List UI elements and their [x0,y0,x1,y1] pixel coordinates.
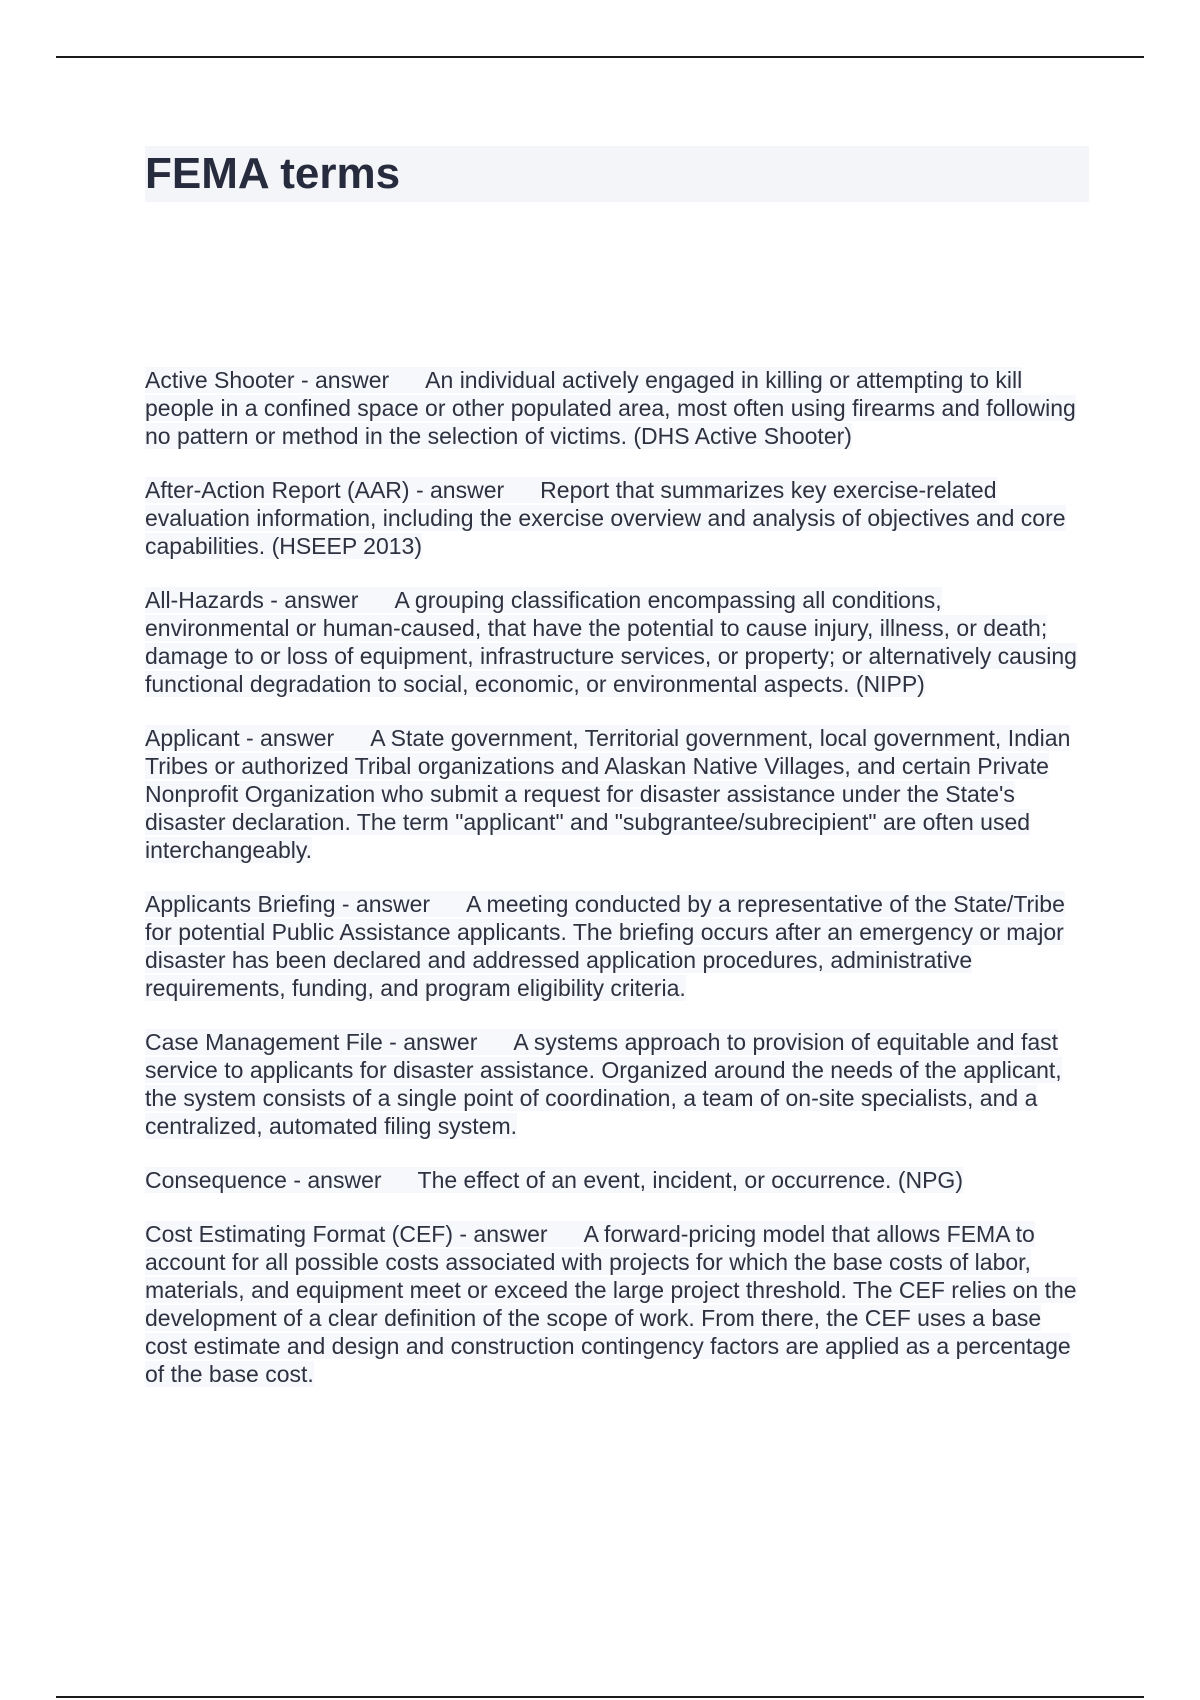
glossary-entry [145,476,1089,560]
entry-term: Applicant - answer [145,725,335,751]
entry-term: Cost Estimating Format (CEF) - answer [145,1221,548,1247]
entry-definition: An individual actively engaged in killing or attempting to kill people in a confined space or other populated area, most often using firearms and following no pattern or method in the selection of victims. (DHS Active Shooter) [145,367,1076,449]
glossary-entry [145,586,1089,698]
page-title: FEMA terms [145,149,401,198]
glossary-entry [145,1166,1089,1194]
glossary-entry [145,1220,1089,1388]
entry-definition: A systems approach to provision of equitable and fast service to applicants for disaster assistance. Organized around the needs of the applicant, the system consists of a single point of coordination, a team of on-site specialists, and a centralized, automated filing system. [145,1029,1062,1139]
entry-term: After-Action Report (AAR) - answer [145,477,505,503]
glossary-entry [145,1028,1089,1140]
entry-definition: The effect of an event, incident, or occurrence. (NPG) [417,1167,963,1193]
entry-term: Case Management File - answer [145,1029,478,1055]
entry-term: Consequence - answer [145,1167,382,1193]
glossary-entry [145,724,1089,864]
entry-definition: A meeting conducted by a representative of the State/Tribe for potential Public Assistance applicants. The briefing occurs after an emergency or major disaster has been declared and addressed application procedures, administrative requirements, funding, and program eligibility criteria. [145,891,1065,1001]
bottom-divider [56,1696,1144,1698]
entry-term: All-Hazards - answer [145,587,359,613]
top-divider [56,56,1144,58]
glossary-entry [145,366,1089,450]
title-block [145,146,1089,202]
glossary-entry [145,890,1089,1002]
entry-term: Active Shooter - answer [145,367,390,393]
entry-definition: A forward-pricing model that allows FEMA to account for all possible costs associated with projects for which the base costs of labor, materials, and equipment meet or exceed the large project threshold. The CEF relies on the development of a clear definition of the scope of work. From there, the CEF uses a base cost estimate and design and construction contingency factors are applied as a percentage of the base cost. [145,1221,1077,1387]
entry-definition: A State government, Territorial government, local government, Indian Tribes or authorized Tribal organizations and Alaskan Native Villages, and certain Private Nonprofit Organization who submit a request for disaster assistance under the State's disaster declaration. The term "applicant" and "subgrantee/subrecipient" are often used interchangeably. [145,725,1071,863]
entry-term: Applicants Briefing - answer [145,891,431,917]
glossary-list [145,366,1089,1414]
entry-definition: A grouping classification encompassing all conditions, environmental or human-caused, that have the potential to cause injury, illness, or death; damage to or loss of equipment, infrastructure services, or property; or alternatively causing functional degradation to social, economic, or environmental aspects. (NIPP) [145,587,1077,697]
entry-definition: Report that summarizes key exercise-related evaluation information, including the exercise overview and analysis of objectives and core capabilities. (HSEEP 2013) [145,477,1066,559]
